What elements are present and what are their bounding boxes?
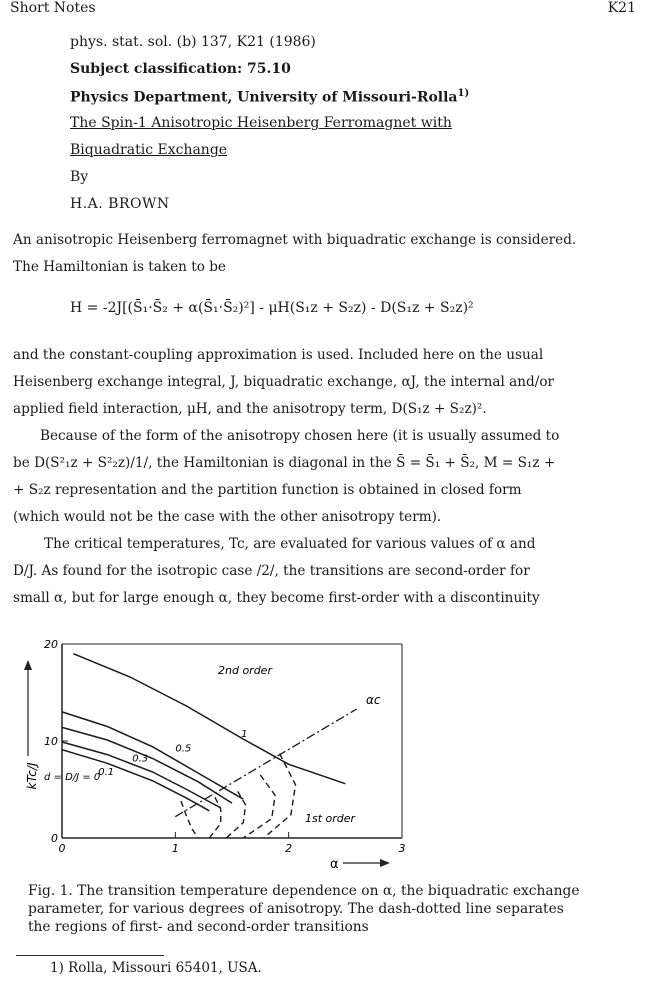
figure-caption-line2: parameter, for various degrees of anisotropy. The dash-dotted line separates bbox=[28, 901, 564, 917]
y-axis-label: kTc/J bbox=[25, 762, 39, 790]
author: H.A. BROWN bbox=[70, 196, 170, 212]
y-arrow-head bbox=[24, 660, 32, 670]
paragraph1-line1: An anisotropic Heisenberg ferromagnet with biquadratic exchange is considered. bbox=[13, 232, 577, 248]
paragraph3-line1: Because of the form of the anisotropy chosen here (it is usually assumed to bbox=[40, 428, 560, 444]
x-arrow-head bbox=[380, 859, 390, 867]
figure-caption-line1: Fig. 1. The transition temperature dependence on α, the biquadratic exchange bbox=[28, 883, 580, 899]
x-axis-label: α bbox=[330, 857, 339, 872]
figure-1-chart bbox=[0, 628, 420, 878]
series-line-d-1 bbox=[73, 654, 345, 784]
paragraph3-line4: (which would not be the case with the other anisotropy term). bbox=[13, 509, 442, 525]
paragraph3-line2: be D(S²₁z + S²₂z)/1/, the Hamiltonian is diagonal in the S̄ = S̄₁ + S̄₂, M = S₁z + bbox=[13, 455, 556, 471]
first-order-branch bbox=[181, 801, 198, 838]
series-label: 0.1 bbox=[98, 766, 115, 778]
running-header-left: Short Notes bbox=[10, 0, 96, 16]
series-label: 0.3 bbox=[132, 753, 149, 765]
series-line-d-0-5 bbox=[62, 712, 243, 799]
affiliation-footnote-mark: 1) bbox=[457, 88, 470, 99]
paragraph4-line3: small α, but for large enough α, they become first-order with a discontinuity bbox=[13, 590, 540, 606]
x-tick-label: 0 bbox=[58, 842, 66, 855]
label-2nd-order: 2nd order bbox=[218, 664, 272, 677]
article-title-line1: The Spin-1 Anisotropic Heisenberg Ferromagnet with bbox=[70, 115, 452, 131]
y-tick-label: 10 bbox=[44, 735, 58, 748]
paragraph3-line3: + S₂z representation and the partition function is obtained in closed form bbox=[13, 482, 522, 498]
label-1st-order: 1st order bbox=[305, 812, 356, 825]
paragraph1-line2: The Hamiltonian is taken to be bbox=[13, 259, 226, 275]
footnote: 1) Rolla, Missouri 65401, USA. bbox=[50, 960, 262, 976]
paragraph4-line1: The critical temperatures, Tc, are evaluated for various values of α and bbox=[44, 536, 536, 552]
first-order-branch bbox=[264, 754, 296, 838]
subject-classification: Subject classification: 75.10 bbox=[70, 61, 291, 77]
x-tick-label: 1 bbox=[171, 842, 179, 855]
hamiltonian-equation: H = -2J[(S̄₁·S̄₂ + α(S̄₁·S̄₂)²] - μH(S₁z + S₂z) - D(S₁z + S₂z)² bbox=[70, 300, 474, 316]
footnote-rule bbox=[16, 955, 164, 956]
article-title-line2: Biquadratic Exchange bbox=[70, 142, 228, 158]
paragraph4-line2: D/J. As found for the isotropic case /2/, the transitions are second-order for bbox=[13, 563, 530, 579]
series-label: 1 bbox=[241, 729, 248, 741]
paragraph2-line3: applied field interaction, μH, and the anisotropy term, D(S₁z + S₂z)². bbox=[13, 401, 487, 417]
x-tick-label: 3 bbox=[398, 842, 406, 855]
paragraph2-line1: and the constant-coupling approximation is used. Included here on the usual bbox=[13, 347, 544, 363]
y-tick-label: 0 bbox=[51, 832, 58, 845]
figure-caption-line3: the regions of first- and second-order transitions bbox=[28, 919, 369, 935]
y-tick-label: 20 bbox=[44, 638, 58, 651]
page-number: K21 bbox=[607, 0, 636, 16]
alpha-c-line bbox=[175, 709, 356, 817]
series-line-d-0-3 bbox=[62, 727, 232, 803]
label-alpha-c: αc bbox=[366, 693, 381, 707]
affiliation bbox=[70, 88, 469, 106]
series-label: d = D/J = 0 bbox=[44, 771, 101, 783]
affiliation-text: Physics Department, University of Missouri-Rolla bbox=[70, 89, 458, 106]
x-tick-label: 2 bbox=[285, 842, 293, 855]
series-label: 0.5 bbox=[175, 743, 192, 755]
first-order-branch bbox=[243, 775, 275, 838]
paragraph2-line2: Heisenberg exchange integral, J, biquadratic exchange, αJ, the internal and/or bbox=[13, 374, 555, 390]
by-label: By bbox=[70, 169, 89, 185]
citation: phys. stat. sol. (b) 137, K21 (1986) bbox=[70, 34, 316, 50]
figure-caption bbox=[28, 882, 648, 936]
